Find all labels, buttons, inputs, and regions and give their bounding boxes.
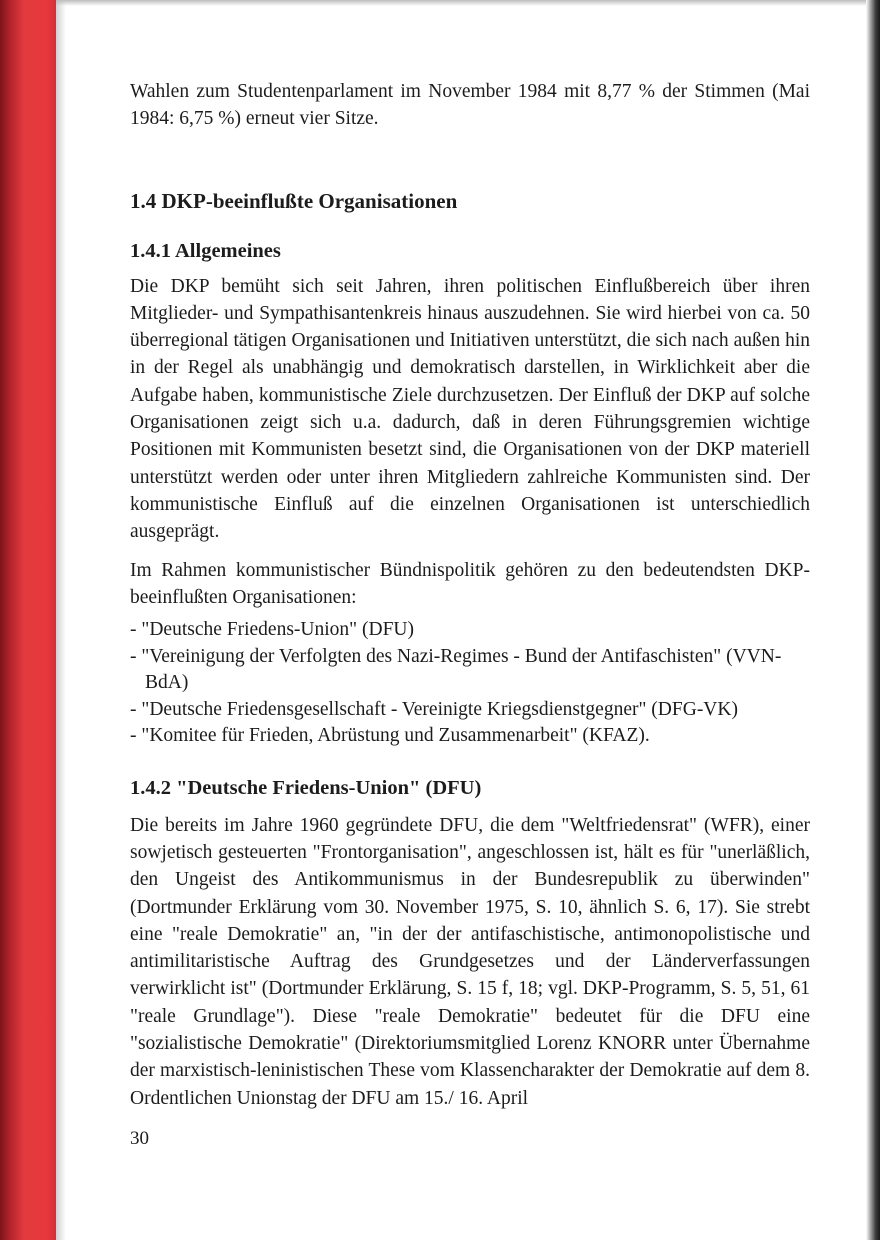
page-number: 30 [130, 1127, 149, 1149]
allgemeines-paragraph-1: Die DKP bemüht sich seit Jahren, ihren politischen Einflußbereich über ihren Mitglieder- und Sympathisantenkreis hinaus auszudehnen. Sie wird hierbei von ca. 50 überregional tätigen Organisationen und Initiativen unterstützt, die sich nach außen hin in der Regel als unabhängig und demokratisch darstellen, in Wirklichkeit aber die Aufgabe haben, kommunistische Ziele durchzusetzen. Der Einfluß der DKP auf solche Organisationen zeigt sich u.a. dadurch, daß in deren Führungsgremien wichtige Positionen mit Kommunisten besetzt sind, die Organisationen von der DKP materiell unterstützt werden oder unter ihren Mitgliedern zahlreiche Kommunisten sind. Der kommunistische Einfluß auf die einzelnen Organisationen ist unterschiedlich ausgeprägt. [130, 275, 810, 543]
intro-paragraph: Wahlen zum Studentenparlament im November 1984 mit 8,77 % der Stimmen (Mai 1984: 6,75 %) erneut vier Sitze. [130, 81, 810, 130]
list-item: - "Deutsche Friedens-Union" (DFU) [130, 619, 414, 641]
dfu-paragraph-1: Die bereits im Jahre 1960 gegründete DFU, die dem "Weltfriedensrat" (WFR), einer sowjetisch gesteuerten "Frontorganisation", angeschlossen ist, hält es für "unerläßlich, den Ungeist des Antikommunismus in der Bundesrepublik zu überwinden" (Dortmunder Erklärung vom 30. November 1975, S. 10, ähnlich S. 6, 17). Sie strebt eine "reale Demokratie" an, "in der der antifaschistische, antimonopolistische und antimilitaristische Auftrag des Grundgesetzes und der Länderverfassungen verwirklicht ist" (Dortmunder Erklärung, S. 15 f, 18; vgl. DKP-Programm, S. 5, 51, 61 "reale Grundlage"). Diese "reale Demokratie" bedeutet für die DFU eine "sozialistische Demokratie" (Direktoriumsmitglied Lorenz KNORR unter Übernahme der marxistisch-leninistischen These vom Klassencharakter der Demokratie auf dem 8. Ordentlichen Unionstag der DFU am 15./ 16. April [130, 814, 810, 1109]
binding-shadow [56, 0, 66, 1240]
list-item: - "Komitee für Frieden, Abrüstung und Zusammenarbeit" (KFAZ). [130, 725, 650, 747]
allgemeines-paragraph-2: Im Rahmen kommunistischer Bündnispolitik gehören zu den bedeutendsten DKP-beeinflußten Organisationen: [130, 559, 810, 608]
page-top-edge [56, 0, 866, 6]
list-item: - "Deutsche Friedensgesellschaft - Vereinigte Kriegsdienstgegner" (DFG-VK) [130, 698, 738, 720]
page-content [130, 78, 810, 1152]
organization-list [130, 617, 810, 750]
subsection-heading-allgemeines: 1.4.1 Allgemeines [130, 239, 281, 262]
list-item: - "Vereinigung der Verfolgten des Nazi-Regimes - Bund der Antifaschisten" (VVN-BdA) [130, 645, 782, 694]
page-right-edge [866, 0, 880, 1240]
red-binding-strip [0, 0, 56, 1240]
subsection-heading-dfu: 1.4.2 "Deutsche Friedens-Union" (DFU) [130, 776, 482, 799]
section-heading: 1.4 DKP-beeinflußte Organisationen [130, 188, 458, 213]
